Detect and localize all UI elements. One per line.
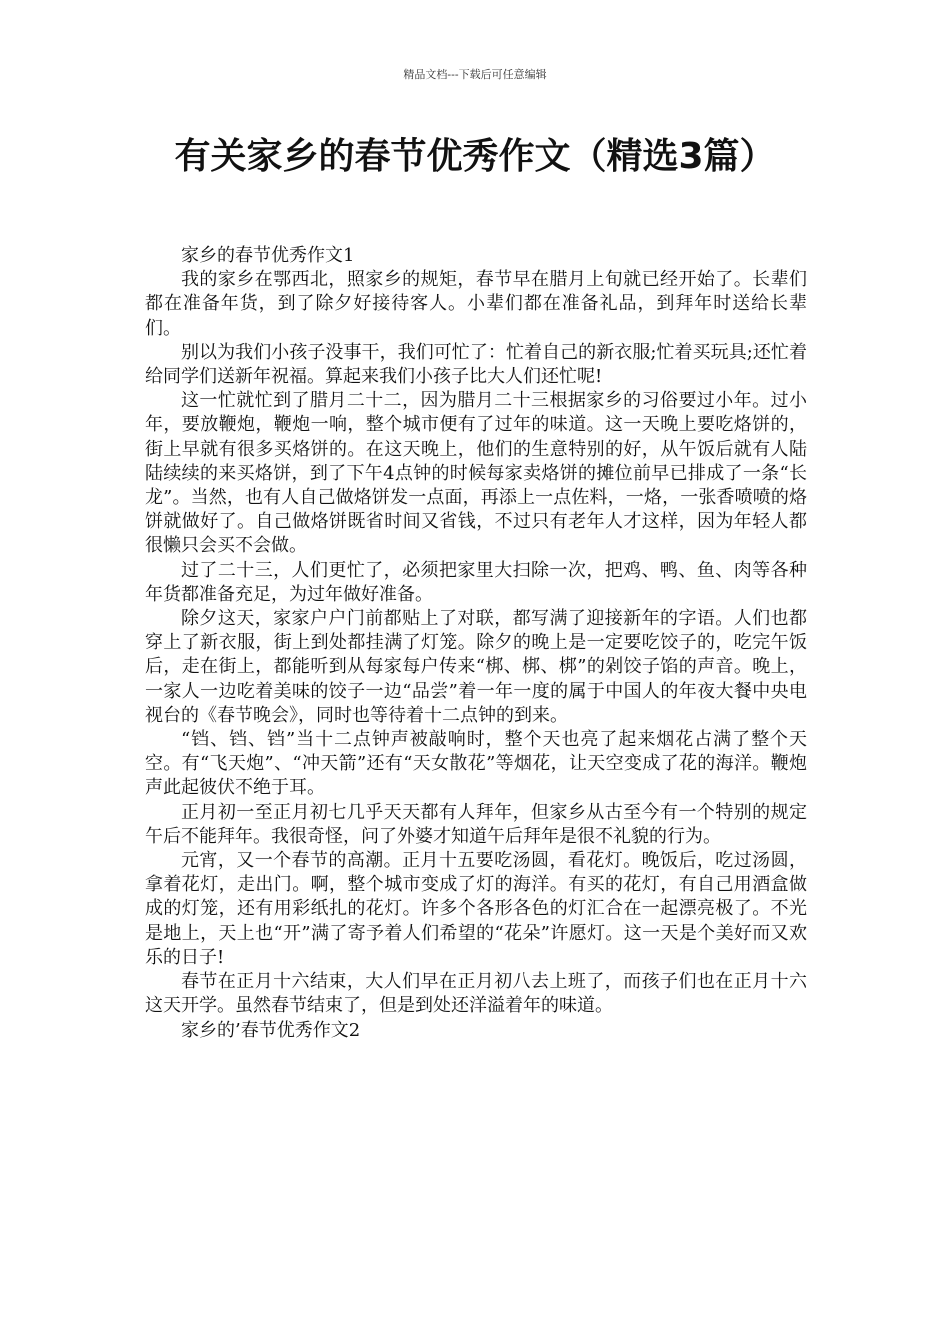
paragraph: “铛、铛、铛”当十二点钟声被敲响时，整个天也亮了起来烟花占满了整个天空。有“飞天炮”、“冲天箭”还有“天女散花”等烟花，让天空变成了花的海洋。鞭炮声此起彼伏不绝于耳。 bbox=[145, 729, 807, 799]
paragraph: 正月初一至正月初七几乎天天都有人拜年，但家乡从古至今有一个特别的规定午后不能拜年。我很奇怪，问了外婆才知道午后拜年是很不礼貌的行为。 bbox=[145, 801, 807, 847]
paragraph: 除夕这天，家家户户门前都贴上了对联，都写满了迎接新年的字语。人们也都穿上了新衣服，街上到处都挂满了灯笼。除夕的晚上是一定要吃饺子的，吃完午饭后，走在街上，都能听到从每家每户传来“梆、梆、梆”的剁饺子馅的声音。晚上，一家人一边吃着美味的饺子一边“品尝”着一年一度的属于中国人的年夜大餐中央电视台的《春节晚会》，同时也等待着十二点钟的到来。 bbox=[145, 608, 807, 726]
paragraph: 春节在正月十六结束，大人们早在正月初八去上班了，而孩子们也在正月十六这天开学。虽然春节结束了，但是到处还洋溢着年的味道。 bbox=[145, 971, 807, 1017]
paragraph: 过了二十三，人们更忙了，必须把家里大扫除一次，把鸡、鸭、鱼、肉等各种年货都准备充足，为过年做好准备。 bbox=[145, 559, 807, 605]
paragraph: 我的家乡在鄂西北，照家乡的规矩，春节早在腊月上旬就已经开始了。长辈们都在准备年货，到了除夕好接待客人。小辈们都在准备礼品，到拜年时送给长辈们。 bbox=[145, 269, 807, 339]
paragraph: 元宵，又一个春节的高潮。正月十五要吃汤圆，看花灯。晚饭后，吃过汤圆，拿着花灯，走出门。啊，整个城市变成了灯的海洋。有买的花灯，有自己用酒盒做成的灯笼，还有用彩纸扎的花灯。许多个各形各色的灯汇合在一起漂亮极了。不光是地上，天上也“开”满了寄予着人们希望的“花朵”许愿灯。这一天是个美好而又欢乐的日子! bbox=[145, 850, 807, 968]
page-header: 精品文档---下载后可任意编辑 bbox=[403, 68, 547, 81]
section-heading: 家乡的’春节优秀作文2 bbox=[181, 1019, 361, 1041]
paragraph: 这一忙就忙到了腊月二十二，因为腊月二十三根据家乡的习俗要过小年。过小年，要放鞭炮，鞭炮一响，整个城市便有了过年的味道。这一天晚上要吃烙饼的，街上早就有很多买烙饼的。在这天晚上，他们的生意特别的好，从午饭后就有人陆陆续续的来买烙饼，到了下午4点钟的时候每家卖烙饼的摊位前早已排成了一条“长龙”。当然，也有人自己做烙饼发一点面，再添上一点佐料，一烙，一张香喷喷的烙饼就做好了。自己做烙饼既省时间又省钱，不过只有老年人才这样，因为年轻人都很懒只会买不会做。 bbox=[145, 390, 807, 557]
document-body bbox=[145, 244, 807, 1043]
section-heading: 家乡的春节优秀作文1 bbox=[181, 245, 355, 266]
document-title: 有关家乡的春节优秀作文（精选3篇） bbox=[174, 136, 776, 177]
paragraph: 别以为我们小孩子没事干，我们可忙了：忙着自己的新衣服;忙着买玩具;还忙着给同学们送新年祝福。算起来我们小孩子比大人们还忙呢! bbox=[145, 341, 807, 388]
